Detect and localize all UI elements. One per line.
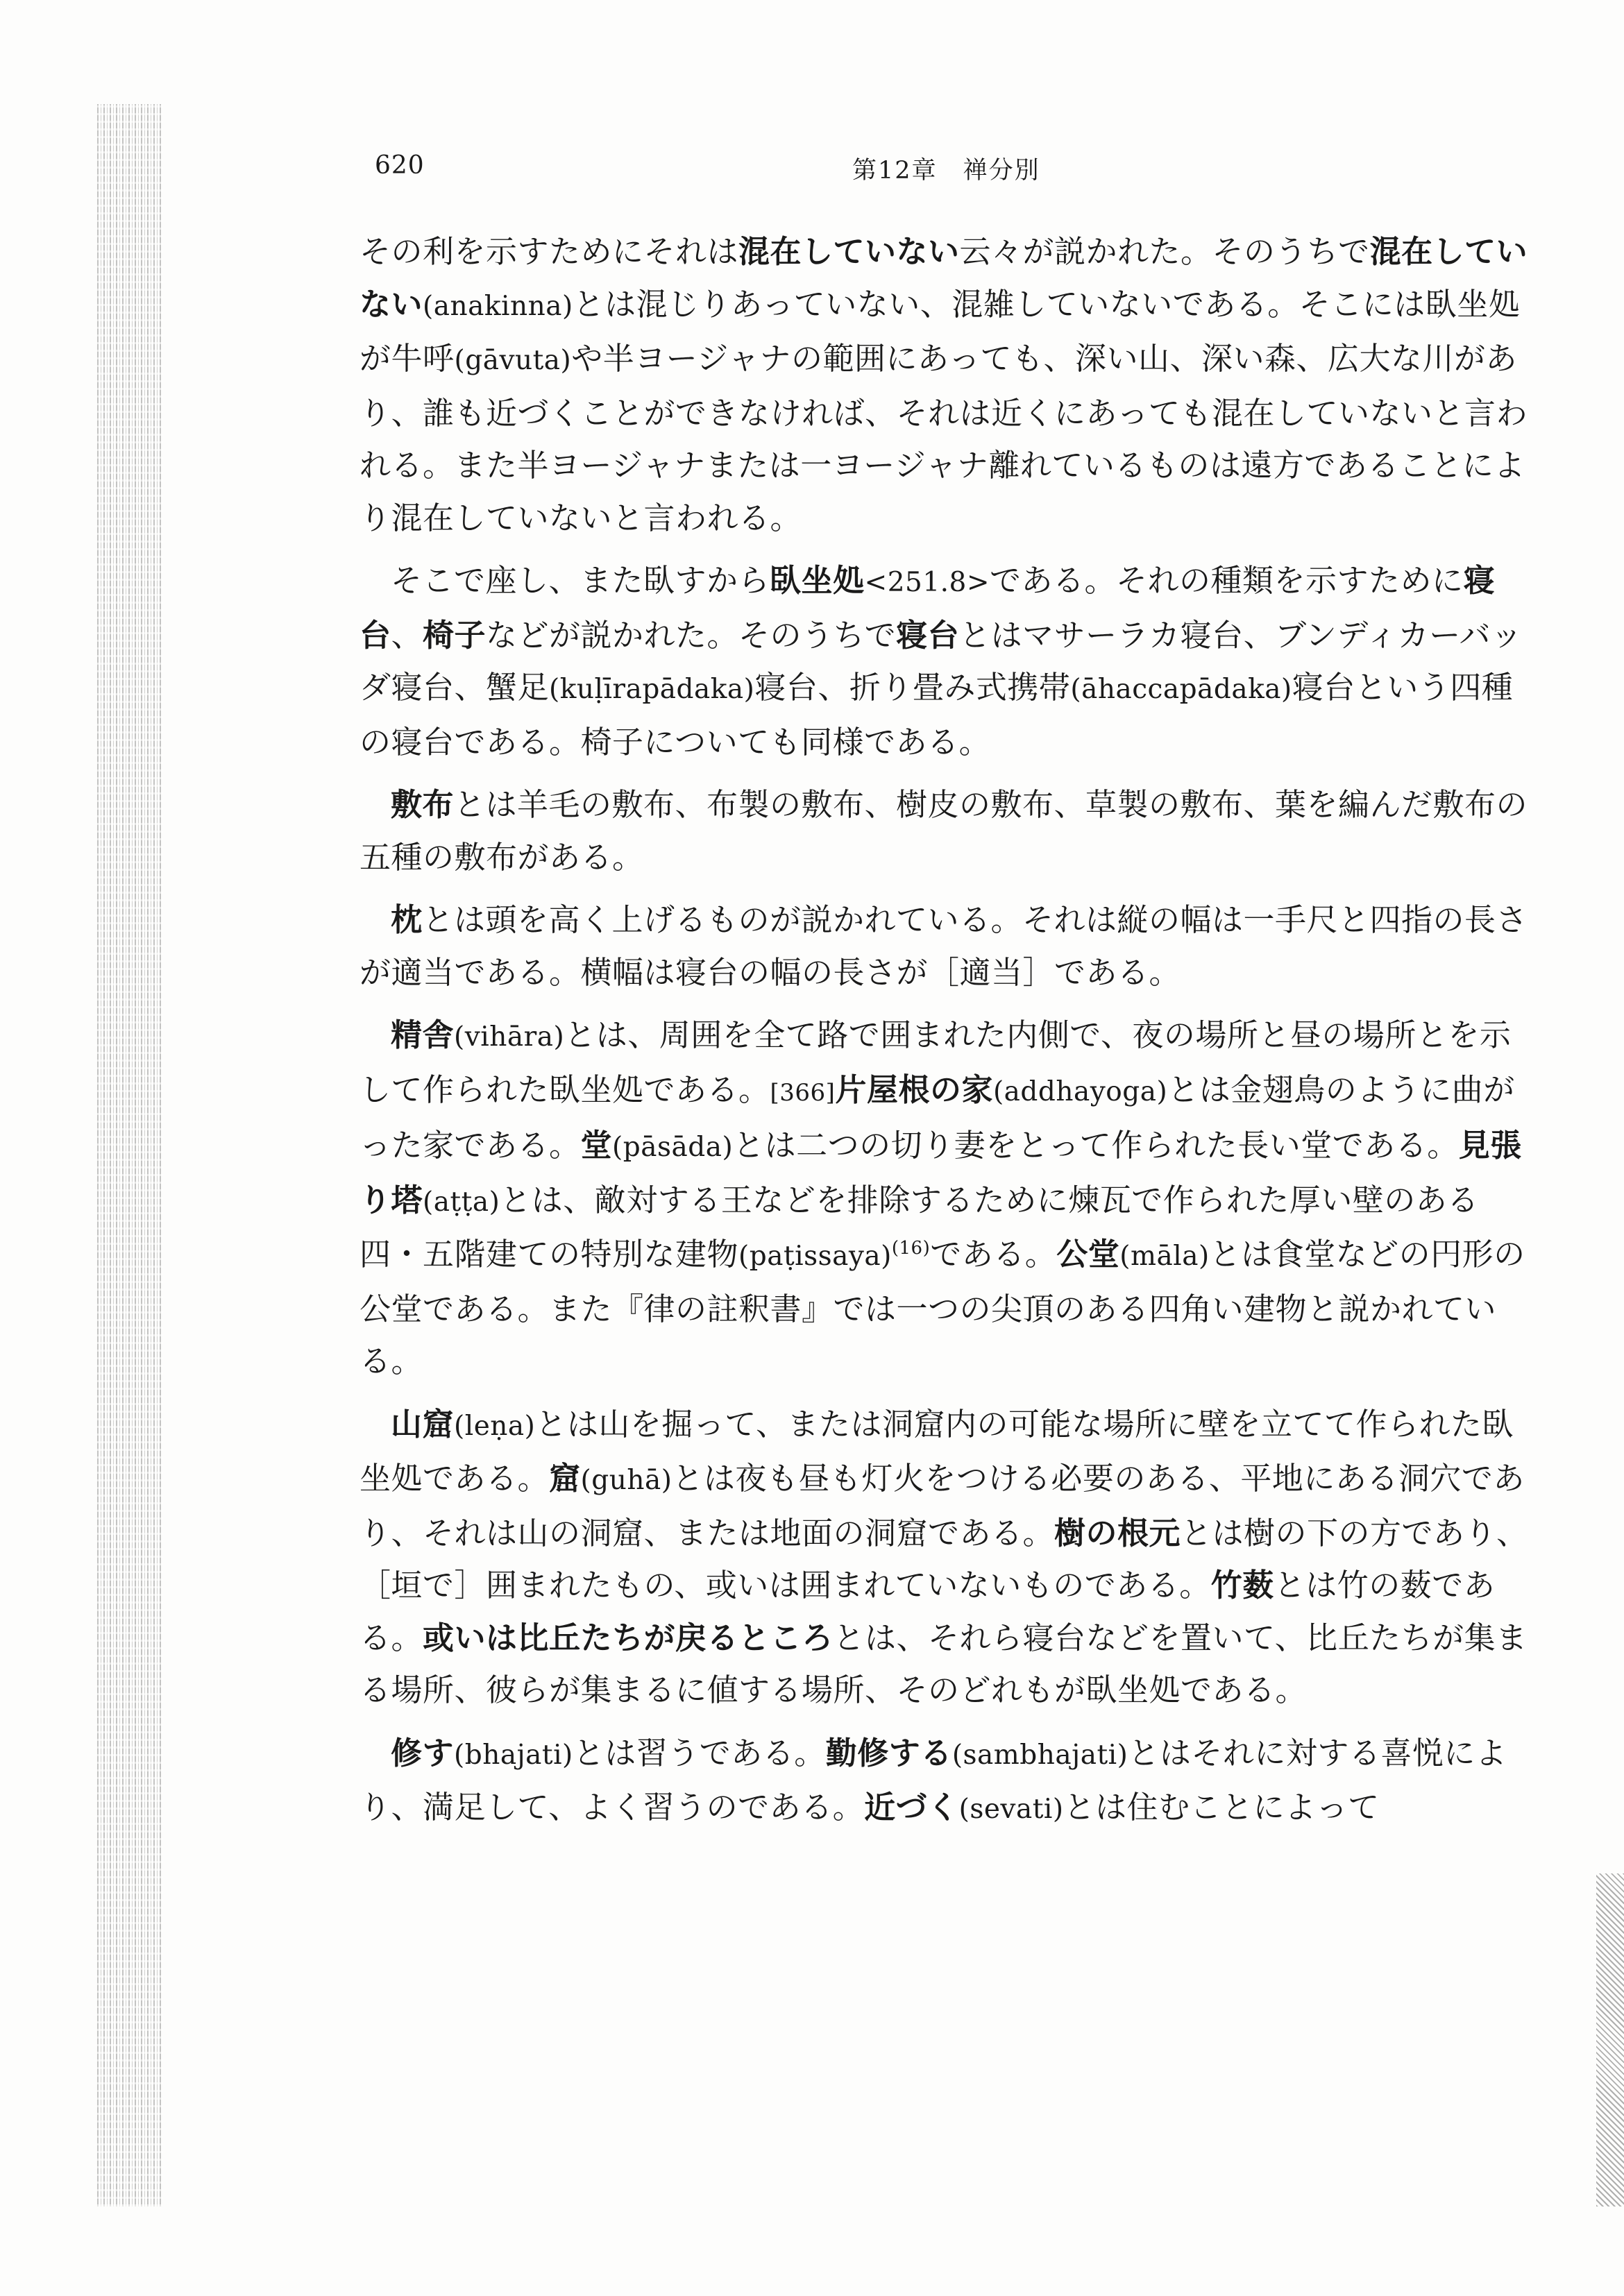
pali-term: (addhayoga) [992, 1075, 1168, 1107]
pali-term: (paṭissaya) [738, 1241, 892, 1272]
bold-term: 見張り塔 [360, 1127, 1522, 1218]
pali-term: (sambhajati) [951, 1739, 1128, 1771]
text-run: である。それの種類を示すために [990, 562, 1464, 599]
text-run: などが説かれた。そのうちで [486, 616, 897, 654]
text-run: や半ヨージャナの範囲にあっても、深い山、深い森、広大な川があり、誰も近づくことができなければ、それは近くにあっても混在していないと言われる。また半ヨージャナまたは一ヨージャナ離れているものは遠方であることにより混在していないと言われる。 [360, 340, 1528, 536]
text-run: 、 [391, 616, 423, 654]
footnote-marker: (16) [891, 1238, 931, 1259]
pali-term: (māla) [1119, 1241, 1210, 1272]
bold-term: 寝台 [896, 616, 960, 654]
paragraph [360, 1009, 1541, 1388]
text-run: とは金翅鳥のように曲がった家である。 [360, 1071, 1515, 1164]
text-run: 寝台という四種の寝台である。椅子についても同様である。 [360, 669, 1514, 760]
text-run: とは羊毛の敷布、布製の敷布、樹皮の敷布、草製の敷布、葉を編んだ敷布の五種の敷布がある。 [360, 786, 1528, 876]
text-run: とは習うである。 [573, 1734, 826, 1771]
bold-term: 混在していない [738, 233, 960, 270]
text-run: とは夜も昼も灯火をつける必要のある、平地にある洞穴であり、それは山の洞窟、または地面の洞窟である。 [360, 1460, 1525, 1551]
bold-term: 寝台 [360, 562, 1496, 654]
text-run: とは食堂などの円形の公堂である。また『律の註釈書』では一つの尖頂のある四角い建物と説かれている。 [360, 1236, 1525, 1379]
running-header [375, 151, 1541, 193]
text-run: 寝台、折り畳み式携帯 [754, 669, 1071, 706]
bold-term: 或いは比丘たちが戻るところ [423, 1619, 834, 1656]
bold-term: 精舎 [391, 1017, 455, 1053]
page-reference: [366] [770, 1078, 836, 1107]
bold-term: 臥坐処 [770, 562, 865, 599]
text-run: とは山を掘って、または洞窟内の可能な場所に壁を立てて作られた臥坐処である。 [360, 1405, 1514, 1497]
pali-term: (leṇa) [454, 1410, 536, 1442]
bold-term: 敷布 [391, 786, 455, 823]
pali-term: (guhā) [580, 1465, 673, 1496]
bold-term: 山窟 [391, 1405, 455, 1443]
bold-term: 枕 [391, 901, 423, 938]
pali-term: (āhaccapādaka) [1070, 674, 1292, 705]
paragraph [360, 554, 1541, 768]
paragraph [360, 894, 1541, 998]
bold-term: 修す [391, 1734, 455, 1771]
bold-term: 窟 [549, 1460, 581, 1497]
bold-term: 堂 [580, 1127, 613, 1164]
pali-term: (pāsāda) [612, 1132, 734, 1163]
text-run: とはそれに対する喜悦により、満足して、よく習うのである。 [360, 1734, 1507, 1826]
text-run: そこで座し、また臥すから [391, 562, 770, 599]
chapter-title: 禅分別 [963, 157, 1040, 185]
bold-term: 竹薮 [1210, 1567, 1274, 1604]
bold-term: 樹の根元 [1054, 1514, 1181, 1551]
pali-term: (anakinna) [423, 290, 573, 322]
bold-term: 混在していない [360, 233, 1528, 323]
pali-term: (vihāra) [454, 1021, 565, 1053]
book-binding-shadow [97, 104, 163, 2206]
text-run: とは、それら寝台などを置いて、比丘たちが集まる場所、彼らが集まるに値する場所、そのどれもが臥坐処である。 [360, 1619, 1528, 1708]
text-run: とは住むことによって [1063, 1789, 1380, 1826]
bold-term: 近づく [864, 1789, 959, 1826]
paragraph [360, 1398, 1541, 1717]
text-run: とは、敵対する王などを排除するために煉瓦で作られた厚い壁のある四・五階建ての特別な建物 [360, 1181, 1479, 1273]
text-run: とは混じりあっていない、混雑していないである。そこには臥坐処が牛呼 [360, 285, 1521, 377]
text-run: 云々が説かれた。そのうちで [959, 233, 1370, 270]
paragraph [360, 226, 1541, 544]
chapter-number: 第12章 [852, 157, 938, 185]
pali-term: <251.8> [864, 567, 990, 598]
page-edge-shadow [1596, 1873, 1624, 2206]
pali-term: (kuḷīrapādaka) [549, 674, 755, 705]
body-text [360, 226, 1541, 1836]
bold-term: 勤修する [825, 1734, 952, 1771]
page-number: 620 [375, 151, 425, 180]
text-run: とは二つの切り妻をとって作られた長い堂である。 [733, 1127, 1459, 1164]
text-run: とは樹の下の方であり、［垣で］囲まれたもの、或いは囲まれていないものである。 [360, 1514, 1528, 1604]
text-run: とはマサーラカ寝台、ブンディカーバッダ寝台、蟹足 [360, 616, 1523, 706]
pali-term: (aṭṭa) [423, 1186, 500, 1218]
pali-term: (bhajati) [454, 1739, 573, 1771]
bold-term: 椅子 [423, 616, 487, 654]
text-run: その利を示すためにそれは [360, 233, 739, 270]
paragraph [360, 1727, 1541, 1836]
running-title [852, 151, 1040, 186]
text-run: とは、周囲を全て路で囲まれた内側で、夜の場所と昼の場所とを示して作られた臥坐処である。 [360, 1017, 1512, 1108]
text-run: である。 [930, 1236, 1057, 1273]
text-run: とは頭を高く上げるものが説かれている。それは縦の幅は一手尺と四指の長さが適当である。横幅は寝台の幅の長さが［適当］である。 [360, 901, 1528, 991]
bold-term: 公堂 [1056, 1236, 1120, 1273]
pali-term: (sevati) [958, 1794, 1064, 1825]
text-run: とは竹の薮である。 [360, 1567, 1496, 1656]
paragraph [360, 779, 1541, 883]
pali-term: (gāvuta) [454, 345, 572, 376]
bold-term: 片屋根の家 [835, 1071, 993, 1108]
